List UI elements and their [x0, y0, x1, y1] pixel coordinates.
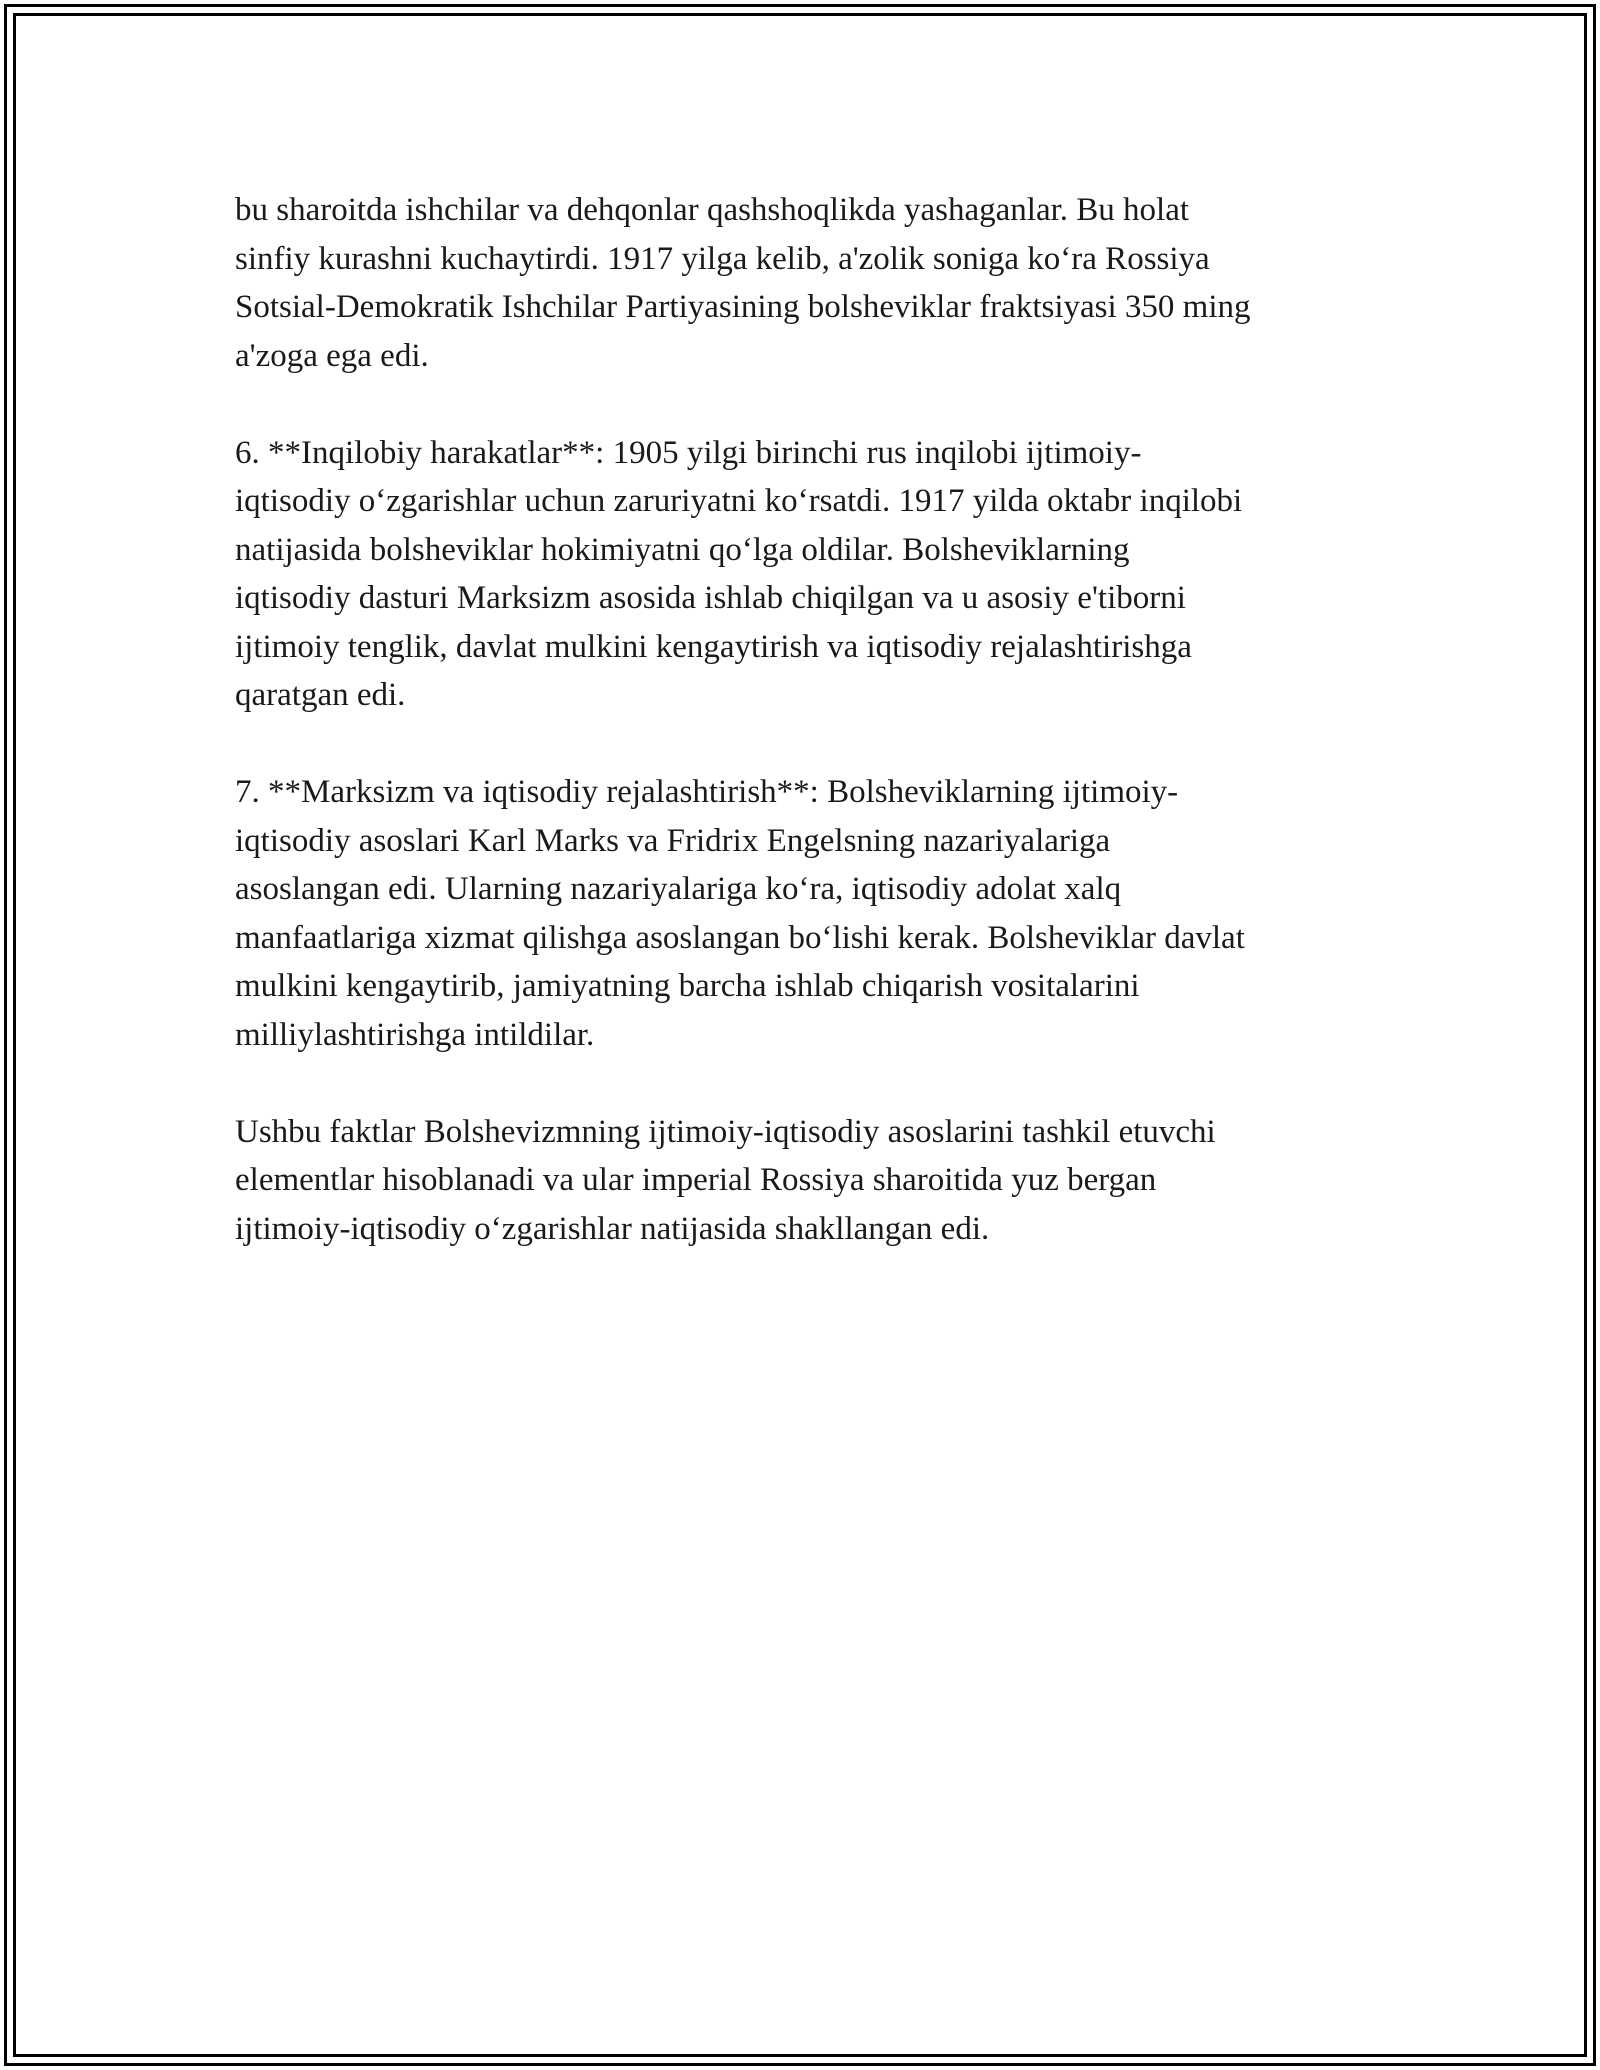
text-line: ijtimoiy-iqtisodiy o‘zgarishlar natijasida shakllangan edi.: [235, 1210, 990, 1247]
paragraph-3: [235, 768, 1385, 1059]
text-line: natijasida bolsheviklar hokimiyatni qo‘lga oldilar. Bolsheviklarning: [235, 531, 1130, 568]
text-line: iqtisodiy o‘zgarishlar uchun zaruriyatni ko‘rsatdi. 1917 yilda oktabr inqilobi: [235, 483, 1243, 519]
text-line: milliylashtirishga intildilar.: [235, 1016, 595, 1053]
text-line: iqtisodiy asoslari Karl Marks va Fridrix Engelsning nazariyalariga: [235, 822, 1111, 859]
paragraph-2: [235, 429, 1385, 720]
document-body: [235, 186, 1385, 1302]
text-line: mulkini kengaytirib, jamiyatning barcha ishlab chiqarish vositalarini: [235, 968, 1140, 1004]
text-line: ijtimoiy tenglik, davlat mulkini kengaytirish va iqtisodiy rejalashtirishga: [235, 628, 1192, 665]
paragraph-1: [235, 186, 1385, 380]
text-line: qaratgan edi.: [235, 677, 406, 713]
paragraph-4: [235, 1108, 1385, 1254]
text-line: bu sharoitda ishchilar va dehqonlar qashshoqlikda yashaganlar. Bu holat: [235, 192, 1190, 228]
text-line: 6. **Inqilobiy harakatlar**: 1905 yilgi birinchi rus inqilobi ijtimoiy-: [235, 434, 1142, 471]
text-line: a'zoga ega edi.: [235, 337, 429, 374]
text-line: Sotsial-Demokratik Ishchilar Partiyasining bolsheviklar fraktsiyasi 350 ming: [235, 289, 1251, 325]
text-line: 7. **Marksizm va iqtisodiy rejalashtirish**: Bolsheviklarning ijtimoiy-: [235, 774, 1179, 810]
text-line: asoslangan edi. Ularning nazariyalariga ko‘ra, iqtisodiy adolat xalq: [235, 871, 1122, 907]
text-line: iqtisodiy dasturi Marksizm asosida ishlab chiqilgan va u asosiy e'tiborni: [235, 580, 1186, 616]
text-line: manfaatlariga xizmat qilishga asoslangan bo‘lishi kerak. Bolsheviklar davlat: [235, 919, 1245, 956]
text-line: elementlar hisoblanadi va ular imperial Rossiya sharoitida yuz bergan: [235, 1162, 1157, 1198]
text-line: Ushbu faktlar Bolshevizmning ijtimoiy-iqtisodiy asoslarini tashkil etuvchi: [235, 1113, 1216, 1150]
text-line: sinfiy kurashni kuchaytirdi. 1917 yilga kelib, a'zolik soniga ko‘ra Rossiya: [235, 240, 1210, 277]
